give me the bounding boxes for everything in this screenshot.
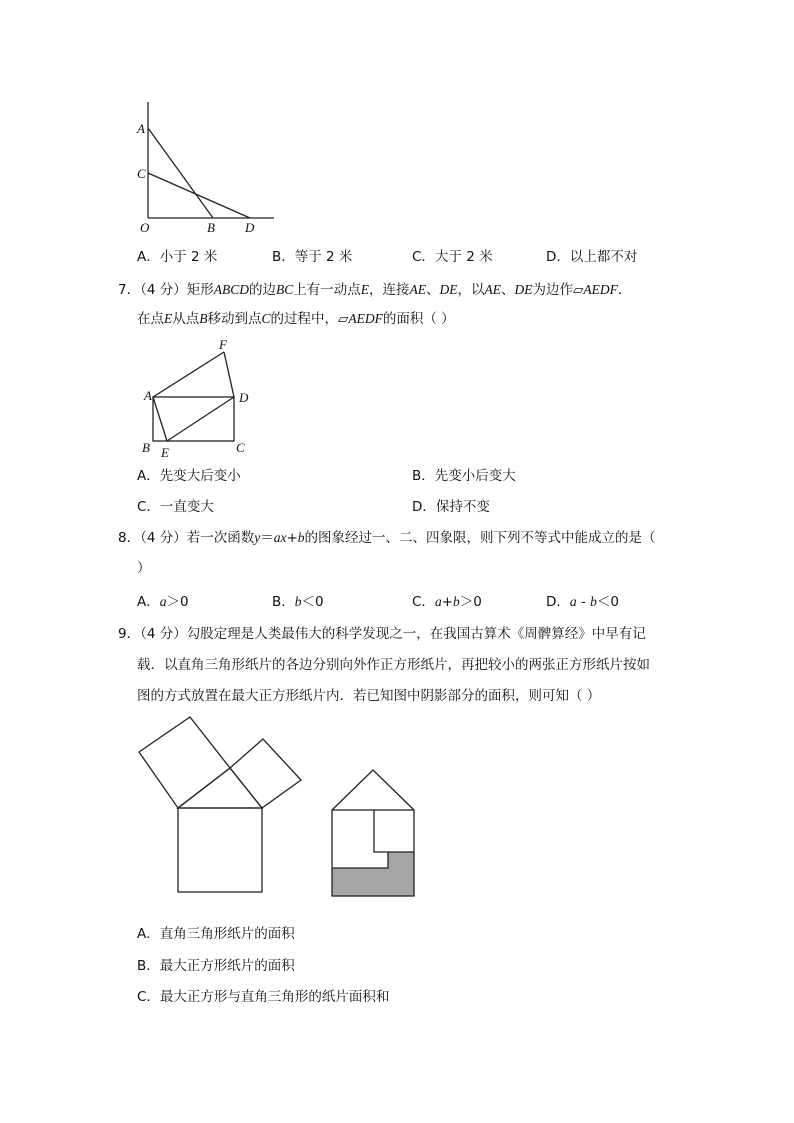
q8-text-eq: ＝	[260, 530, 274, 546]
q7-var-bc: BC	[275, 282, 294, 297]
q8-c-label: C．	[412, 594, 435, 610]
q8-stem-line2: ）	[137, 560, 151, 576]
q8-d-rel: ＜0	[596, 594, 619, 610]
q9-right-figure	[332, 770, 414, 896]
q9-option-b: B．最大正方形纸片的面积	[137, 958, 295, 974]
q7-line2-5: 的面积（ ）	[382, 311, 455, 327]
q8-b-var: b	[294, 594, 302, 609]
q7-var-ae: AE	[409, 282, 426, 297]
q8-b-label: B．	[272, 594, 295, 610]
q9-roof-triangle	[332, 770, 414, 810]
q7-text-7: 、	[501, 282, 515, 298]
q8-var-ax: ax	[273, 530, 287, 545]
q9-line1-text: 勾股定理是人类最伟大的科学发现之一，在我国古算术《周髀算经》中早有记	[186, 626, 646, 642]
q7-text-9: ．	[617, 282, 632, 298]
q7-option-c: C．一直变大	[137, 499, 214, 515]
q8-c-var-b: b	[453, 594, 460, 609]
q9-stem-line3: 图的方式放置在最大正方形纸片内．若已知图中阴影部分的面积，则可知（ ）	[137, 688, 601, 704]
q7-label-d: D	[239, 390, 249, 405]
q9-stem-line2: 载．以直角三角形纸片的各边分别向外作正方形纸片，再把较小的两张正方形纸片按如	[137, 657, 650, 673]
q6-option-b: B．等于 2 米	[272, 249, 353, 265]
q6-option-a: A．小于 2 米	[137, 249, 218, 265]
q8-d-minus: -	[576, 594, 591, 610]
q7-option-a: A．先变大后变小	[137, 468, 241, 484]
q7-number: 7．	[118, 282, 141, 298]
q8-text-plus: +	[286, 530, 298, 546]
q8-text-1: 若一次函数	[186, 530, 255, 546]
q6-option-d: D．以上都不对	[546, 249, 638, 265]
q8-c-rel: ＞0	[459, 594, 482, 610]
q9-right-small-square	[230, 739, 301, 808]
q7-var-aedf: ▱AEDF	[573, 282, 618, 297]
q8-a-rel: ＞0	[166, 594, 189, 610]
q8-a-label: A．	[137, 594, 160, 610]
q9-right-triangle	[178, 768, 262, 808]
q9-unshaded-left	[332, 810, 388, 868]
q7-option-b: B．先变小后变大	[412, 468, 516, 484]
q7-label-c: C	[236, 440, 245, 455]
q7-line2-2: 从点	[172, 311, 200, 327]
q6-label-a: A	[137, 121, 145, 136]
q7-line2-var-c: C	[261, 311, 271, 326]
q7-text-1: 矩形	[186, 282, 214, 298]
q8-d-label: D．	[546, 594, 570, 610]
q7-var-de2: DE	[514, 282, 533, 297]
q8-d-var-b: b	[590, 594, 597, 609]
q7-text-2: 的边	[248, 282, 276, 298]
q8-score: （4 分）	[140, 530, 187, 546]
q7-option-d: D．保持不变	[412, 499, 490, 515]
q8-var-y: y	[254, 530, 261, 545]
q9-left-figure	[139, 717, 301, 892]
q7-var-abcd: ABCD	[213, 282, 249, 297]
q7-text-6: ，以	[457, 282, 485, 298]
q8-c-var-a: a	[434, 594, 442, 609]
q6-label-c: C	[137, 166, 146, 181]
q7-text-8: 为边作	[532, 282, 573, 298]
q9-option-a: A．直角三角形纸片的面积	[137, 926, 295, 942]
q8-number: 8．	[118, 530, 141, 546]
q7-line2-var-b: B	[199, 311, 208, 326]
q8-d-var-a: a	[569, 594, 577, 609]
q8-a-var: a	[159, 594, 167, 609]
q8-b-rel: ＜0	[301, 594, 324, 610]
q8-c-plus: +	[441, 594, 453, 610]
q7-line2-1: 在点	[137, 311, 164, 327]
q7-text-5: 、	[426, 282, 440, 298]
q7-line2-var-e: E	[164, 311, 173, 326]
q7-label-f: F	[219, 337, 227, 352]
q9-left-small-square	[139, 717, 230, 808]
q6-label-o: O	[140, 220, 150, 235]
q6-option-c: C．大于 2 米	[412, 249, 493, 265]
q7-label-e: E	[161, 445, 169, 460]
q9-number: 9．	[118, 626, 141, 642]
q7-text-4: ，连接	[369, 282, 410, 298]
q9-option-c: C．最大正方形与直角三角形的纸片面积和	[137, 989, 390, 1005]
q7-var-ae2: AE	[484, 282, 501, 297]
q7-text-3: 上有一动点	[293, 282, 361, 298]
q6-label-b: B	[207, 220, 215, 235]
q9-large-square	[178, 808, 262, 892]
q7-var-e: E	[360, 282, 369, 297]
q8-text-2: 的图象经过一、二、四象限，则下列不等式中能成立的是（	[304, 530, 656, 546]
q7-label-a: A	[144, 388, 152, 403]
q7-score: （4 分）	[140, 282, 187, 298]
q7-label-b: B	[142, 440, 150, 455]
q7-line2-3: 移动到点	[207, 311, 262, 327]
q6-label-d: D	[245, 220, 255, 235]
q7-line2-var-aedf: ▱AEDF	[338, 311, 383, 326]
q8-var-b: b	[297, 530, 305, 545]
q7-var-de: DE	[439, 282, 458, 297]
q7-line2-4: 的过程中，	[270, 311, 339, 327]
q9-score: （4 分）	[140, 626, 187, 642]
